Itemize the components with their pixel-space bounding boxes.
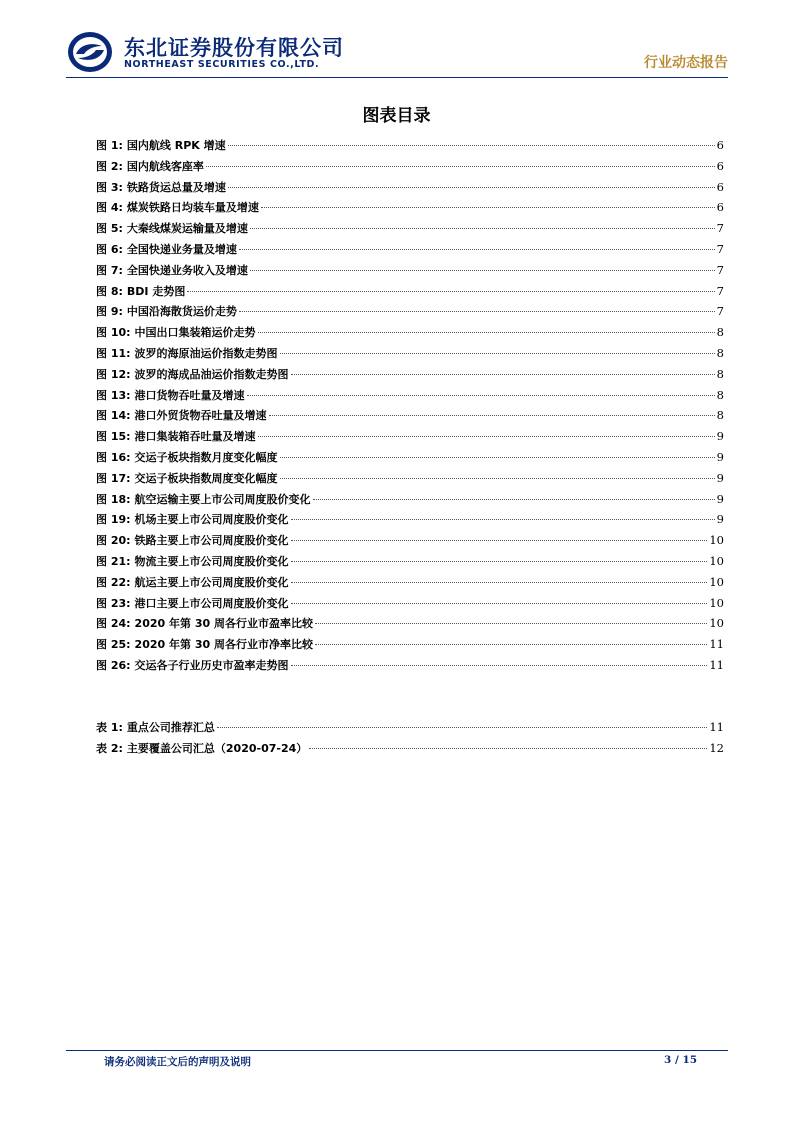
toc-entry-label <box>96 636 313 652</box>
toc-leader-dots <box>228 187 715 188</box>
toc-entry-page: 12 <box>709 740 724 755</box>
toc-entry-page: 10 <box>709 616 724 631</box>
toc-leader-dots <box>250 228 715 229</box>
toc-leader-dots <box>258 332 715 333</box>
toc-entry-page: 10 <box>709 595 724 610</box>
toc-entry-title: 铁路货运总量及增速 <box>126 180 226 194</box>
toc-entry-title: 全国快递业务收入及增速 <box>126 263 248 277</box>
toc-figure-row[interactable] <box>96 553 724 574</box>
toc-entry-page: 6 <box>716 158 724 173</box>
toc-entry-page: 11 <box>709 657 724 672</box>
toc-figure-row[interactable] <box>96 283 724 304</box>
toc-leader-dots <box>269 415 715 416</box>
toc-entry-label <box>96 449 278 465</box>
toc-entry-title: 交运各子行业历史市盈率走势图 <box>134 658 289 672</box>
toc-entry-title: 港口集装箱吞吐量及增速 <box>134 430 256 444</box>
company-name-en: NORTHEAST SECURITIES CO.,LTD. <box>124 59 320 70</box>
toc-leader-dots <box>217 727 707 728</box>
toc-entry-label <box>96 407 267 423</box>
toc-entry-page: 9 <box>716 429 724 444</box>
toc-figure-row[interactable] <box>96 470 724 491</box>
toc-figure-row[interactable] <box>96 303 724 324</box>
toc-entry-page: 8 <box>716 325 724 340</box>
toc-entry-label <box>96 491 311 507</box>
toc-entry-title: 航空运输主要上市公司周度股价变化 <box>134 492 311 506</box>
toc-figure-row[interactable] <box>96 574 724 595</box>
toc-entry-title: 主要覆盖公司汇总（2020-07-24） <box>126 741 308 755</box>
toc-entry-number: 图 18: <box>96 492 131 506</box>
toc-table-row[interactable] <box>96 740 724 761</box>
toc-entry-label <box>96 345 278 361</box>
toc-figure-row[interactable] <box>96 491 724 512</box>
toc-entry-title: 重点公司推荐汇总 <box>126 721 215 734</box>
toc-figure-row[interactable] <box>96 449 724 470</box>
toc-entry-number: 图 8: <box>96 284 123 298</box>
toc-figure-row[interactable] <box>96 407 724 428</box>
toc-entry-title: 波罗的海成品油运价指数走势图 <box>134 367 289 381</box>
toc-entry-label <box>96 574 289 590</box>
toc-entry-label <box>96 511 289 527</box>
toc-leader-dots <box>291 603 708 604</box>
toc-figure-row[interactable] <box>96 511 724 532</box>
toc-entry-number: 图 9: <box>96 305 123 319</box>
toc-entry-number: 图 15: <box>96 430 131 444</box>
toc-entry-number: 图 14: <box>96 409 131 423</box>
toc-leader-dots <box>206 166 715 167</box>
toc-entry-label <box>96 179 226 195</box>
header-divider <box>66 77 728 78</box>
toc-entry-number: 图 2: <box>96 159 123 173</box>
toc-entry-label <box>96 657 289 673</box>
toc-entry-number: 图 6: <box>96 242 123 256</box>
toc-entry-title: 港口货物吞吐量及增速 <box>134 388 245 402</box>
toc-entry-label <box>96 740 307 756</box>
toc-entry-number: 图 3: <box>96 180 123 194</box>
toc-entry-title: 国内航线客座率 <box>126 159 204 173</box>
toc-entry-number: 图 4: <box>96 201 123 215</box>
toc-entry-page: 7 <box>716 262 724 277</box>
toc-entry-title: 交运子板块指数周度变化幅度 <box>134 471 278 485</box>
toc-entry-page: 7 <box>716 221 724 236</box>
toc-entry-title: 中国出口集装箱运价走势 <box>134 326 256 340</box>
toc-entry-page: 7 <box>716 304 724 319</box>
toc-leader-dots <box>315 644 707 645</box>
toc-entry-label <box>96 199 259 215</box>
toc-entry-label <box>96 615 313 631</box>
toc-entry-title: 航运主要上市公司周度股价变化 <box>134 575 289 589</box>
toc-leader-dots <box>239 311 715 312</box>
toc-figure-row[interactable] <box>96 532 724 553</box>
company-name-cn: 东北证券股份有限公司 <box>124 36 344 60</box>
toc-entry-page: 7 <box>716 241 724 256</box>
toc-entry-label <box>96 324 256 340</box>
toc-entry-title: 2020 年第 30 周各行业市净率比较 <box>134 638 313 652</box>
toc-entry-number: 图 21: <box>96 554 131 568</box>
toc-entry-title: 交运子板块指数月度变化幅度 <box>134 450 278 464</box>
toc-figure-row[interactable] <box>96 366 724 387</box>
report-type-label: 行业动态报告 <box>644 55 728 71</box>
toc-leader-dots <box>280 353 715 354</box>
toc-figure-row[interactable] <box>96 220 724 241</box>
toc-entry-page: 8 <box>716 387 724 402</box>
toc-entry-number: 图 26: <box>96 658 131 672</box>
toc-entry-label <box>96 303 237 319</box>
toc-figure-row[interactable] <box>96 636 724 657</box>
toc-leader-dots <box>247 395 715 396</box>
toc-entry-number: 图 20: <box>96 534 131 548</box>
toc-entry-page: 8 <box>716 408 724 423</box>
toc-entry-title: 铁路主要上市公司周度股价变化 <box>134 534 289 548</box>
toc-leader-dots <box>261 207 715 208</box>
toc-entry-page: 9 <box>716 449 724 464</box>
toc-entry-number: 图 5: <box>96 222 123 236</box>
toc-entry-title: 波罗的海原油运价指数走势图 <box>134 346 278 360</box>
table-list <box>96 719 724 761</box>
toc-entry-label <box>96 220 248 236</box>
toc-entry-number: 图 10: <box>96 326 131 340</box>
toc-entry-title: BDI 走势图 <box>126 284 186 298</box>
toc-entry-page: 9 <box>716 491 724 506</box>
toc-entry-label <box>96 595 289 611</box>
toc-entry-title: 国内航线 RPK 增速 <box>126 139 226 152</box>
toc-entry-title: 全国快递业务量及增速 <box>126 242 237 256</box>
toc-entry-number: 表 1: <box>96 721 123 734</box>
footer-divider <box>66 1050 728 1051</box>
toc-leader-dots <box>250 270 715 271</box>
toc-leader-dots <box>280 457 715 458</box>
toc-entry-title: 港口外贸货物吞吐量及增速 <box>134 409 267 423</box>
toc-entry-page: 6 <box>716 138 724 152</box>
toc-table-row[interactable] <box>96 719 724 740</box>
toc-entry-label <box>96 428 256 444</box>
toc-figure-row[interactable] <box>96 241 724 262</box>
toc-leader-dots <box>315 623 707 624</box>
toc-figure-row[interactable] <box>96 179 724 200</box>
toc-entry-number: 表 2: <box>96 741 123 755</box>
toc-leader-dots <box>309 748 707 749</box>
page-header <box>66 30 728 76</box>
toc-entry-page: 9 <box>716 512 724 527</box>
toc-entry-page: 11 <box>709 637 724 652</box>
toc-figure-row[interactable] <box>96 262 724 283</box>
toc-leader-dots <box>291 374 715 375</box>
toc-entry-title: 大秦线煤炭运输量及增速 <box>126 222 248 236</box>
toc-entry-label <box>96 262 248 278</box>
toc-figure-row[interactable] <box>96 615 724 636</box>
toc-entry-page: 7 <box>716 283 724 298</box>
toc-entry-page: 8 <box>716 345 724 360</box>
toc-entry-title: 2020 年第 30 周各行业市盈率比较 <box>134 617 313 631</box>
toc-entry-number: 图 17: <box>96 471 131 485</box>
toc-entry-number: 图 12: <box>96 367 131 381</box>
toc-entry-page: 10 <box>709 533 724 548</box>
toc-entry-title: 煤炭铁路日均装车量及增速 <box>126 201 259 215</box>
toc-entry-label <box>96 241 237 257</box>
toc-leader-dots <box>291 561 708 562</box>
toc-entry-page: 10 <box>709 553 724 568</box>
toc-figure-row[interactable] <box>96 199 724 220</box>
toc-leader-dots <box>291 540 708 541</box>
toc-figure-row[interactable] <box>96 324 724 345</box>
toc-figure-row[interactable] <box>96 387 724 408</box>
toc-entry-label <box>96 387 245 403</box>
toc-figure-row[interactable] <box>96 657 724 678</box>
toc-entry-page: 10 <box>709 574 724 589</box>
toc-entry-title: 机场主要上市公司周度股价变化 <box>134 513 289 527</box>
toc-leader-dots <box>313 499 715 500</box>
toc-entry-label <box>96 158 204 174</box>
toc-entry-number: 图 19: <box>96 513 131 527</box>
toc-leader-dots <box>187 291 714 292</box>
toc-entry-title: 中国沿海散货运价走势 <box>126 305 237 319</box>
toc-entry-page: 8 <box>716 366 724 381</box>
toc-leader-dots <box>228 145 715 146</box>
disclaimer-note: 请务必阅读正文后的声明及说明 <box>104 1056 251 1068</box>
toc-entry-title: 港口主要上市公司周度股价变化 <box>134 596 289 610</box>
toc-leader-dots <box>291 519 715 520</box>
toc-entry-label <box>96 366 289 382</box>
toc-figure-row[interactable] <box>96 158 724 179</box>
toc-entry-label <box>96 283 185 299</box>
toc-entry-number: 图 11: <box>96 346 131 360</box>
toc-leader-dots <box>280 478 715 479</box>
toc-figure-row[interactable] <box>96 595 724 616</box>
toc-entry-label <box>96 719 215 735</box>
company-logo-icon <box>66 30 114 74</box>
toc-figure-row[interactable] <box>96 428 724 449</box>
toc-entry-page: 6 <box>716 179 724 194</box>
toc-leader-dots <box>258 436 715 437</box>
toc-leader-dots <box>291 582 708 583</box>
toc-entry-number: 图 22: <box>96 575 131 589</box>
toc-entry-page: 6 <box>716 200 724 215</box>
toc-leader-dots <box>239 249 715 250</box>
toc-entry-label <box>96 470 278 486</box>
toc-entry-number: 图 13: <box>96 388 131 402</box>
toc-entry-number: 图 24: <box>96 617 131 631</box>
toc-figure-row[interactable] <box>96 137 724 158</box>
toc-entry-number: 图 7: <box>96 263 123 277</box>
toc-entry-number: 图 16: <box>96 450 131 464</box>
toc-entry-number: 图 1: <box>96 139 123 152</box>
toc-entry-title: 物流主要上市公司周度股价变化 <box>134 554 289 568</box>
toc-figure-row[interactable] <box>96 345 724 366</box>
toc-entry-page: 11 <box>709 720 724 734</box>
toc-leader-dots <box>291 665 708 666</box>
page-number: 3 / 15 <box>664 1054 698 1066</box>
figure-list <box>96 137 724 678</box>
toc-entry-page: 9 <box>716 470 724 485</box>
toc-title: 图表目录 <box>362 106 431 126</box>
toc-entry-label <box>96 137 226 153</box>
toc-entry-label <box>96 532 289 548</box>
toc-entry-label <box>96 553 289 569</box>
toc-entry-number: 图 23: <box>96 596 131 610</box>
toc-entry-number: 图 25: <box>96 638 131 652</box>
